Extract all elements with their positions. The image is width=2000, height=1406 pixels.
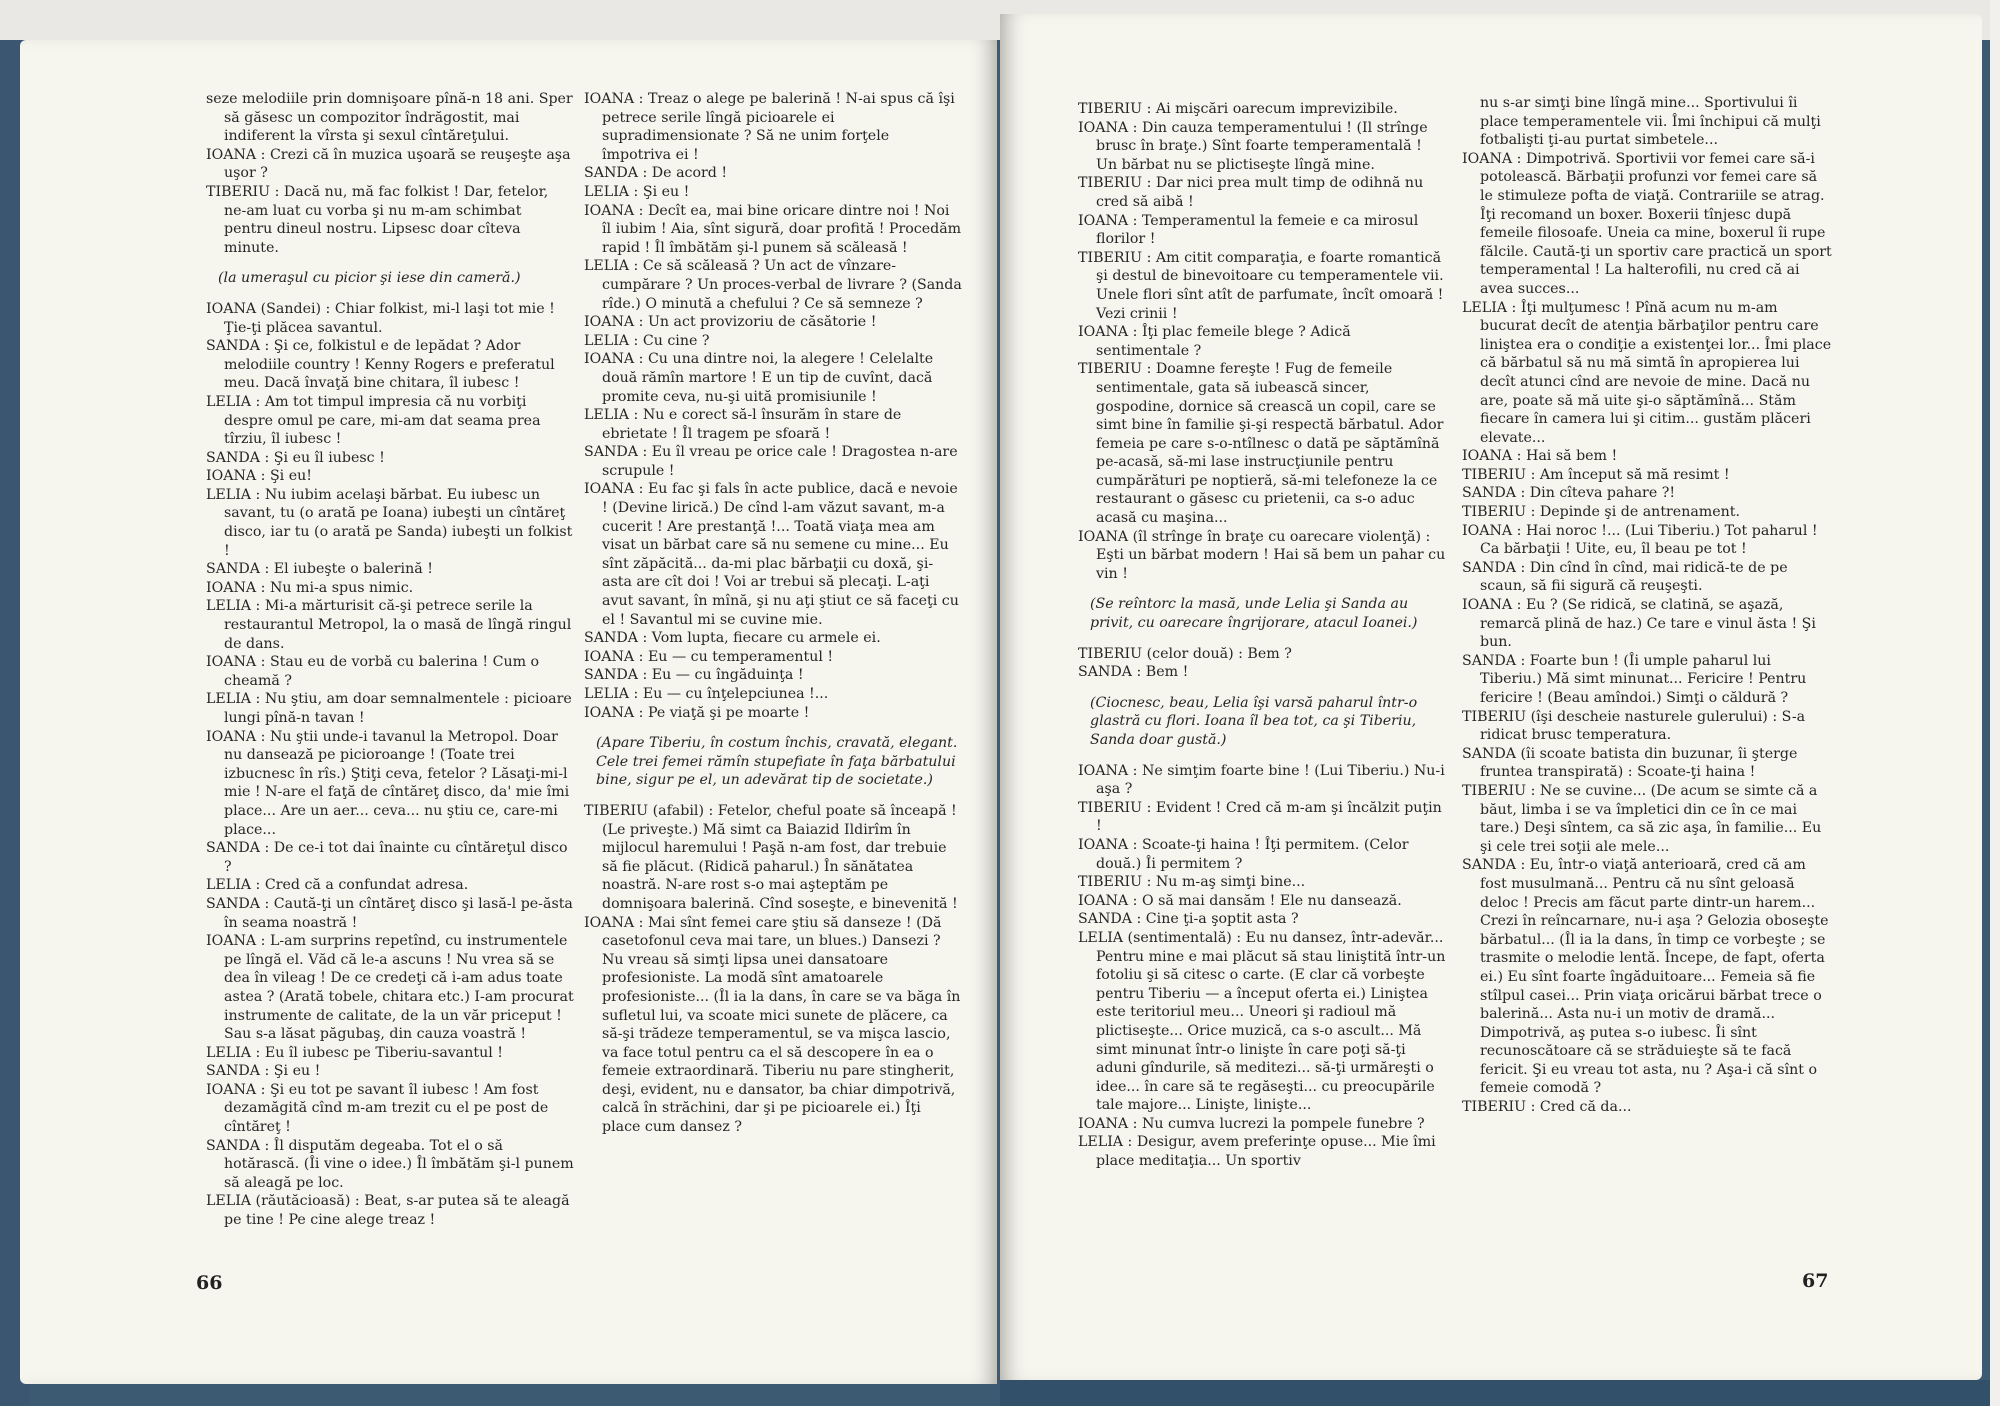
dialogue-line: TIBERIU : Cred că da... bbox=[1462, 1099, 1632, 1116]
dialogue-line: SANDA : De acord ! bbox=[584, 165, 728, 182]
dialogue-line: SANDA : Din cîteva pahare ?! bbox=[1462, 485, 1676, 502]
dialogue-line: IOANA : Ne simţim foarte bine ! (Lui Tiberiu.) Nu-i aşa ? bbox=[1078, 762, 1445, 798]
dialogue-line: LELIA : Am tot timpul impresia că nu vorbiţi despre omul pe care, mi-am dat seama prea tîrziu, îl iubesc ! bbox=[206, 393, 541, 448]
dialogue-line: TIBERIU : Ai mişcări oarecum imprevizibile. bbox=[1078, 101, 1398, 117]
page-number: 67 bbox=[1802, 1270, 1829, 1292]
stage-direction: (Se reîntorc la masă, unde Lelia şi Sanda au privit, cu oarecare îngrijorare, atacul Ioanei.) bbox=[1090, 596, 1418, 632]
right-page bbox=[1000, 14, 1982, 1380]
dialogue-line: TIBERIU (celor două) : Bem ? bbox=[1078, 645, 1292, 662]
dialogue-line: IOANA : Crezi că în muzica uşoară se reuşeşte aşa uşor ? bbox=[206, 146, 571, 182]
dialogue-line: LELIA : Cu cine ? bbox=[584, 332, 710, 349]
dialogue-line: SANDA : Bem ! bbox=[1078, 664, 1189, 681]
dialogue-line: IOANA : Nu cumva lucrezi la pompele funebre ? bbox=[1078, 1115, 1425, 1132]
dialogue-line: TIBERIU : Dacă nu, mă fac folkist ! Dar, fetelor, ne-am luat cu vorba şi nu m-am schimbat pentru dineul nostru. Lipsesc doar cîteva minute. bbox=[206, 183, 549, 256]
dialogue-line: SANDA (îi scoate batista din buzunar, îi şterge fruntea transpirată) : Scoate-ţi haina ! bbox=[1462, 745, 1798, 781]
dialogue-line: LELIA : Ce să scăleasă ? Un act de vînzare-cumpărare ? Un proces-verbal de livrare ? (Sanda rîde.) O minută a chefului ? Ce să semneze ? bbox=[584, 258, 962, 312]
dialogue-line: IOANA : Şi eu! bbox=[206, 468, 312, 485]
left-page bbox=[20, 40, 997, 1384]
dialogue-line: LELIA : Nu ştiu, am doar semnalmentele : picioare lungi pînă-n tavan ! bbox=[206, 691, 572, 726]
stage-direction: (Apare Tiberiu, în costum închis, cravată, elegant. Cele trei femei rămîn stupefiate în faţa bărbatului bine, sigur pe el, un adevărat tip de societate.) bbox=[596, 735, 958, 789]
dialogue-line: IOANA : Şi eu tot pe savant îl iubesc ! Am fost dezamăgită cînd m-am trezit cu el pe post de cîntăreţ ! bbox=[206, 1081, 549, 1136]
dialogue-line: SANDA : Şi eu ! bbox=[206, 1063, 321, 1080]
dialogue-line: LELIA : Nu iubim acelaşi bărbat. Eu iubesc un savant, tu (o arată pe Ioana) iubeşti un cîntăreţ disco, iar tu (o arată pe Sanda) iubeşti un folkist ! bbox=[206, 486, 573, 559]
dialogue-line: IOANA (Sandei) : Chiar folkist, mi-l laşi tot mie ! Ţie-ţi plăcea savantul. bbox=[206, 300, 555, 336]
dialogue-line: SANDA : Foarte bun ! (Îi umple paharul lui Tiberiu.) Mă simt minunat... Fericire ! Pentru fericire ! (Beau amîndoi.) Simţi o căldură ? bbox=[1462, 652, 1807, 706]
dialogue-line: LELIA : Eu — cu înţelepciunea !... bbox=[584, 686, 829, 702]
dialogue-line: LELIA : Şi eu ! bbox=[584, 183, 690, 200]
dialogue-line: TIBERIU (afabil) : Fetelor, cheful poate să înceapă ! (Le priveşte.) Mă simt ca Baiazid Ildirîm în mijlocul haremului ! Paşă n-am fost, dar trebuie să fie plăcut. (Ridică paharul.) În sănătatea noastră. N-are rost s-o mai aşteptăm pe domnişoara balerină. Cînd soseşte, e binevenită ! bbox=[584, 802, 958, 912]
dialogue-line: IOANA : Dimpotrivă. Sportivii vor femei care să-i potolească. Bărbaţii profunzi vor femei care să le stimuleze pofta de viaţă. Contrariile se atrag. Îţi recomand un boxer. Boxerii tînjesc după femeile filosoafe. Uneia ca mine, boxerul îi rupe fălcile. Caută-ţi un sportiv care practică un sport temperamental ! La halterofili, nu cred că ai avea succes... bbox=[1462, 150, 1832, 297]
dialogue-line: SANDA : Din cînd în cînd, mai ridică-te de pe scaun, să fii sigură că reuşeşti. bbox=[1462, 559, 1788, 595]
dialogue-line: LELIA : Desigur, avem preferinţe opuse... Mie îmi place meditaţia... Un sportiv bbox=[1078, 1134, 1436, 1170]
dialogue-line: LELIA : Nu e corect să-l însurăm în stare de ebrietate ! Îl tragem pe sfoară ! bbox=[584, 407, 902, 442]
dialogue-line: TIBERIU : Depinde şi de antrenament. bbox=[1462, 504, 1740, 521]
dialogue-line: TIBERIU : Am început să mă resimt ! bbox=[1462, 466, 1730, 483]
page-number: 66 bbox=[196, 1272, 223, 1294]
dialogue-line: IOANA : Eu fac şi fals în acte publice, dacă e nevoie ! (Devine lirică.) De cînd l-am văzut savant, m-a cucerit ! Are prestanţă !... Toată viaţa mea am visat un bărbat care să nu semene cu mine... Eu sînt zăpăcită... da-mi plac bărbaţii cu doxă, şi-asta are cît doi ! Voi ar trebui să plecaţi. L-aţi avut savant, în mînă, şi nu aţi ştiut ce să faceţi cu el ! Savantul mi se cuvine mie. bbox=[584, 481, 959, 628]
dialogue-line: LELIA : Mi-a mărturisit că-şi petrece serile la restaurantul Metropol, la o masă de lîngă ringul de dans. bbox=[206, 598, 572, 652]
dialogue-line: seze melodiile prin domnişoare pînă-n 18 ani. Sper să găsesc un compozitor îndrăgostit, mai indiferent la vîrsta şi sexul cîntăreţului. bbox=[206, 91, 573, 145]
dialogue-line: IOANA : Decît ea, mai bine oricare dintre noi ! Noi îl iubim ! Aia, sînt sigură, doar profită ! Procedăm rapid ! Îl îmbătăm şi-l punem să scăleasă ! bbox=[584, 202, 962, 256]
stage-direction: (la umeraşul cu picior şi iese din cameră.) bbox=[218, 270, 521, 287]
dialogue-line: SANDA : El iubeşte o balerină ! bbox=[206, 561, 433, 578]
dialogue-line: IOANA : Din cauza temperamentului ! (Il strînge brusc în braţe.) Sînt foarte temperamentală ! Un bărbat nu se plictiseşte lîngă mine. bbox=[1078, 119, 1428, 173]
dialogue-line: TIBERIU : Ne se cuvine... (De acum se simte că a băut, limba i se va împletici din ce în ce mai tare.) Deşi sîntem, ca să zic aşa, în familie... Eu şi cele trei soţii ale mele... bbox=[1462, 782, 1822, 855]
dialogue-line: IOANA : Scoate-ţi haina ! Îţi permitem. (Celor două.) Îi permitem ? bbox=[1078, 836, 1409, 872]
dialogue-line: IOANA (îl strînge în braţe cu oarecare violenţă) : Eşti un bărbat modern ! Hai să bem un pahar cu vin ! bbox=[1078, 528, 1446, 582]
dialogue-line: IOANA : Pe viaţă şi pe moarte ! bbox=[584, 704, 810, 721]
dialogue-line: SANDA : Şi eu îl iubesc ! bbox=[206, 449, 385, 466]
left-page-column-2 bbox=[584, 90, 962, 1137]
dialogue-line: TIBERIU : Nu m-aş simţi bine... bbox=[1078, 874, 1306, 891]
dialogue-line: IOANA : Treaz o alege pe balerină ! N-ai spus că îşi petrece serile lîngă picioarele ei supradimensionate ? Să ne unim forţele împotriva ei ! bbox=[584, 91, 955, 163]
dialogue-line: LELIA (sentimentală) : Eu nu dansez, într-adevăr... Pentru mine e mai plăcut să stau liniştită într-un fotoliu şi să citesc o carte. (E clar că vorbeşte pentru Tiberiu — a început oferta ei.) Liniştea este teritoriul meu... Uneori şi radioul mă plictiseşte... Orice muzică, ca s-o ascult... Mă simt minunat într-o linişte în care poţi să-ţi aduni gîndurile, să meditezi... să-ţi urmăreşti o idee... în care să te regăseşti... cu preocupările tale majore... Linişte, linişte... bbox=[1078, 929, 1446, 1114]
dialogue-line: IOANA : Hai noroc !... (Lui Tiberiu.) Tot paharul ! Ca bărbaţii ! Uite, eu, îl beau pe tot ! bbox=[1462, 522, 1818, 558]
dialogue-line: IOANA : Eu — cu temperamentul ! bbox=[584, 648, 834, 665]
dialogue-line: IOANA : Eu ? (Se ridică, se clatină, se aşază, remarcă plină de haz.) Ce tare e vinul ăsta ! Şi bun. bbox=[1462, 597, 1816, 651]
dialogue-line: SANDA : Eu — cu îngăduinţa ! bbox=[584, 667, 804, 684]
dialogue-line: IOANA : Un act provizoriu de căsătorie ! bbox=[584, 314, 877, 331]
dialogue-line: LELIA : Cred că a confundat adresa. bbox=[206, 877, 469, 894]
left-page-column-1 bbox=[206, 90, 574, 1230]
dialogue-line: SANDA : Vom lupta, fiecare cu armele ei. bbox=[584, 630, 881, 647]
dialogue-line: TIBERIU : Am citit comparaţia, e foarte romantică şi destul de binevoitoare cu temperamentele vii. Unele flori sînt atît de parfumate, încît omoară ! Vezi crinii ! bbox=[1078, 249, 1444, 322]
dialogue-line: TIBERIU : Evident ! Cred că m-am şi încălzit puţin ! bbox=[1078, 799, 1442, 835]
dialogue-line: TIBERIU (îşi descheie nasturele gulerului) : S-a ridicat brusc temperatura. bbox=[1462, 708, 1806, 744]
background-right bbox=[1990, 0, 2000, 1406]
dialogue-line: SANDA : De ce-i tot dai înainte cu cîntăreţul disco ? bbox=[206, 840, 568, 875]
dialogue-line: LELIA (răutăcioasă) : Beat, s-ar putea să te aleagă pe tine ! Pe cine alege treaz ! bbox=[206, 1193, 570, 1229]
dialogue-line: IOANA : Nu ştii unde-i tavanul la Metropol. Doar nu dansează pe picioroange ! (Toate trei izbucnesc în rîs.) Ştiţi ceva, fetelor ? Lăsaţi-mi-l mie ! N-are el faţă de cîntăreţ disco, da' mie îmi place... Are un aer... ceva... nu ştiu ce, care-mi place... bbox=[206, 728, 570, 838]
dialogue-line: IOANA : O să mai dansăm ! Ele nu dansează. bbox=[1078, 892, 1402, 909]
dialogue-line: SANDA : Cine ţi-a şoptit asta ? bbox=[1078, 911, 1299, 928]
dialogue-line: LELIA : Îţi mulţumesc ! Pînă acum nu m-am bucurat decît de atenţia bărbaţilor pentru care liniştea era o condiţie a existenţei lor... Îmi place că bărbatul să nu mă simtă în apropierea lui decît atunci cînd are nevoie de mine. Dacă nu are, poate să mă uite şi-o săptămînă... Stăm fiecare în camera lui şi citim... gustăm plăceri elevate... bbox=[1462, 299, 1832, 446]
dialogue-line: LELIA : Eu îl iubesc pe Tiberiu-savantul ! bbox=[206, 1044, 503, 1061]
dialogue-line: SANDA : Eu îl vreau pe orice cale ! Dragostea n-are scrupule ! bbox=[584, 444, 958, 479]
dialogue-line: IOANA : Cu una dintre noi, la alegere ! Celelalte două rămîn martore ! E un tip de cuvînt, dacă promite ceva, nu-şi uită promisiunile ! bbox=[584, 351, 934, 405]
dialogue-line: IOANA : Mai sînt femei care ştiu să danseze ! (Dă casetofonul ceva mai tare, un blues.) Dansezi ? Nu vreau să simţi lipsa unei dansatoare profesioniste. La modă sînt amatoarele profesioniste... (Îl ia la dans, în care se va băga în sufletul lui, va scoate mici sunete de plăcere, ca să-şi trădeze temperamentul, se va mişca lascio, va face totul pentru ca el să descopere în ea o femeie extraordinară. Tiberiu nu pare stingherit, deşi, evident, nu e dansator, ba chiar dimpotrivă, calcă în străchini, dar şi pe picioarele ei.) Îţi place cum dansez ? bbox=[584, 914, 961, 1136]
dialogue-line: TIBERIU : Doamne fereşte ! Fug de femeile sentimentale, gata să iubească sincer, gospodine, dornice să crească un copil, care se simt bine în familie şi-şi respectă bărbatul. Ador femeia pe care s-o-ntîlnesc o dată pe săptămînă pe-acasă, să-mi lase instrucţiunile pentru cumpărături pe noptieră, să-mi telefoneze la ce restaurant o găsesc cu prietenii, ca s-o aduc acasă cu maşina... bbox=[1078, 361, 1444, 527]
dialogue-line: SANDA : Îl disputăm degeaba. Tot el o să hotărască. (Îi vine o idee.) Îl îmbătăm şi-l punem să aleagă pe loc. bbox=[206, 1137, 574, 1191]
right-page-column-1 bbox=[1078, 100, 1446, 1171]
dialogue-line: SANDA : Caută-ţi un cîntăreţ disco şi lasă-l pe-ăsta în seama noastră ! bbox=[206, 895, 573, 931]
dialogue-line: SANDA : Eu, într-o viaţă anterioară, cred că am fost musulmană... Pentru că nu sînt geloasă deloc ! Precis am făcut parte dintr-un harem... Crezi în reîncarnare, nu-i aşa ? Gelozia oboseşte bărbatul... (Îl ia la dans, în timp ce vorbeşte ; se trasmite o melodie lentă. Începe, de fapt, oferta ei.) Eu sînt foarte îngăduitoare... Femeia să fie stîlpul casei... Prin viaţa oricărui bărbat trece o balerină... Asta nu-i un motiv de dramă... Dimpotrivă, aş putea s-o iubesc. Îi sînt recunoscătoare că se străduieşte să te facă fericit. Şi eu vreau tot asta, nu ? Aşa-i că sînt o femeie comodă ? bbox=[1462, 857, 1829, 1097]
dialogue-line: IOANA : L-am surprins repetînd, cu instrumentele pe lîngă el. Văd că le-a ascuns ! Nu vrea să se dea în vileag ! De ce credeţi că i-am adus toate astea ? (Arată tobele, chitara etc.) I-am procurat instrumente de calitate, de la un văr priceput ! Sau s-a lăsat păgubaş, din cauza voastră ! bbox=[206, 933, 574, 1043]
dialogue-line: IOANA : Îţi plac femeile blege ? Adică sentimentale ? bbox=[1078, 324, 1351, 359]
dialogue-line: SANDA : Şi ce, folkistul e de lepădat ? Ador melodiile country ! Kenny Rogers e preferatul meu. Dacă învaţă bine chitara, îl iubesc ! bbox=[206, 338, 555, 392]
dialogue-line: IOANA : Stau eu de vorbă cu balerina ! Cum o cheamă ? bbox=[206, 654, 540, 689]
stage-direction: (Ciocnesc, beau, Lelia îşi varsă paharul într-o glastră cu flori. Ioana îl bea tot, ca şi Tiberiu, Sanda doar gustă.) bbox=[1090, 694, 1418, 748]
dialogue-line: IOANA : Hai să bem ! bbox=[1462, 448, 1618, 465]
dialogue-line: nu s-ar simţi bine lîngă mine... Sportivului îi place temperamentele vii. Îmi închipui că mulţi fotbalişti ţi-au purtat simbetele... bbox=[1480, 95, 1821, 149]
book-cover-bottom bbox=[1000, 1380, 1990, 1406]
right-page-column-2 bbox=[1462, 94, 1832, 1117]
dialogue-line: IOANA : Temperamentul la femeie e ca mirosul florilor ! bbox=[1078, 212, 1419, 248]
dialogue-line: IOANA : Nu mi-a spus nimic. bbox=[206, 579, 414, 596]
dialogue-line: TIBERIU : Dar nici prea mult timp de odihnă nu cred să aibă ! bbox=[1078, 175, 1424, 210]
